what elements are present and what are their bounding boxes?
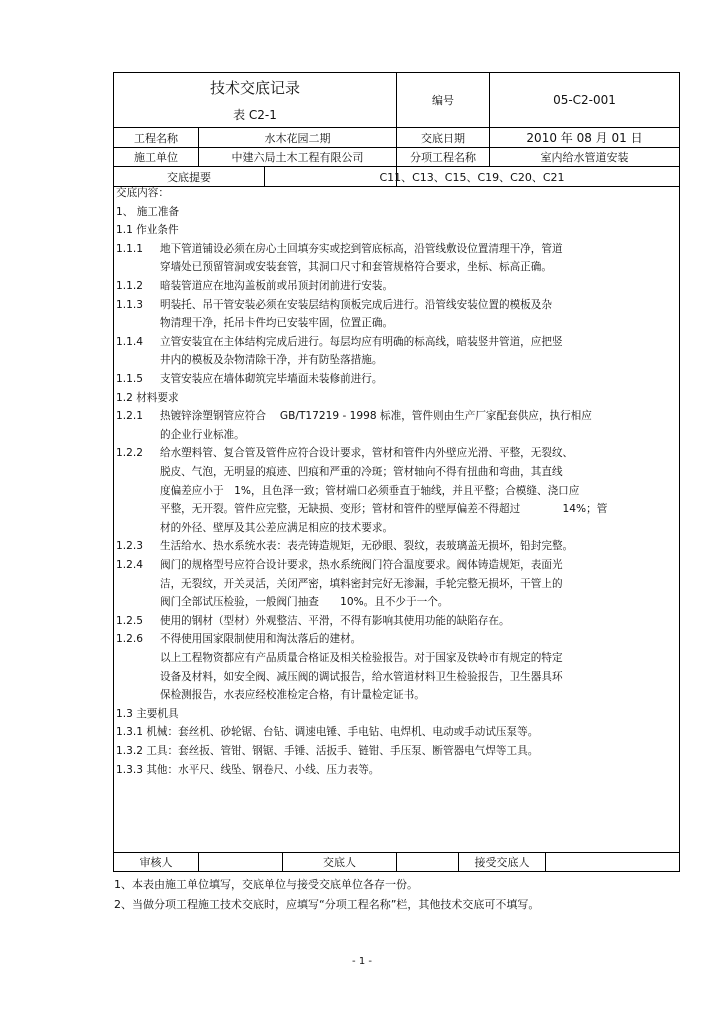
table-divider (198, 852, 199, 872)
clause-number: 1.2.4 (116, 559, 143, 571)
clause-text: 度偏差应小于 1%，且色泽一致；管材端口必须垂直于轴线，并且平整；合模缝、浇口应 (160, 484, 580, 497)
clause-text: 立管安装宜在主体结构完成后进行。每层均应有明确的标高线，暗装竖井管道，应把竖 (160, 335, 563, 348)
form-title: 技术交底记录 (209, 78, 300, 97)
clause-text: 交底内容： (116, 187, 169, 199)
content-line (114, 206, 674, 220)
content-line (114, 392, 674, 406)
content-line (114, 596, 674, 610)
content-line (114, 485, 674, 499)
content-line (114, 559, 674, 573)
content-line (114, 689, 674, 703)
content-line (114, 708, 674, 722)
content-line (114, 633, 674, 647)
note-1: 1、本表由施工单位填写，交底单位与接受交底单位各存一份。 (114, 878, 418, 891)
content-line (114, 336, 674, 350)
clause-text: 的企业行业标准。 (160, 428, 245, 441)
content-line (114, 373, 674, 387)
content-line (114, 466, 674, 480)
clause-text: 地下管道铺设必须在房心土回填夯实或挖到管底标高，沿管线敷设位置清理干净，管道 (160, 242, 563, 255)
clause-number: 1.2.2 (116, 447, 143, 460)
content-line (114, 354, 674, 368)
content-line (114, 447, 674, 461)
reviewer-label: 审核人 (139, 856, 173, 869)
clause-text: 明装托、吊干管安装必须在安装层结构顶板完成后进行。沿管线安装位置的模板及杂 (160, 298, 552, 311)
clause-text: 设备及材料，如安全阀、减压阀的调试报告，给水管道材料卫生检验报告，卫生器具环 (160, 670, 563, 683)
content-line (114, 578, 674, 592)
clause-number: 1.2.6 (116, 633, 143, 646)
content-line (114, 299, 674, 313)
clause-number: 1.2.5 (116, 614, 143, 627)
clause-text: 1.3.2 工具：套丝扳、管钳、钢锯、手锤、活扳手、链钳、手压泵、断管器电气焊等工具。 (116, 745, 539, 757)
clause-number: 1.1.3 (116, 298, 143, 311)
content-line (114, 243, 674, 257)
clause-number: 1.2.1 (116, 410, 143, 423)
clause-text: 生活给水、热水系统水表：表壳铸造规矩，无砂眼、裂纹，表玻璃盖无损坏，铅封完整。 (160, 540, 574, 553)
clause-text: 物清理干净，托吊卡件均已安装牢固，位置正确。 (160, 317, 394, 330)
content-line (114, 224, 674, 238)
date-label: 交底日期 (421, 131, 465, 145)
project-name-value: 水木花园二期 (264, 131, 331, 145)
number-label: 编号 (432, 94, 454, 107)
content-line (114, 317, 674, 331)
page-number: - 1 - (352, 956, 372, 967)
content-line (114, 540, 674, 554)
clause-text: 1.3.3 其他：水平尺、线坠、钢卷尺、小线、压力表等。 (116, 763, 380, 776)
clause-text: 洁，无裂纹，开关灵活，关闭严密，填料密封完好无渗漏，手轮完整无损坏，干管上的 (160, 577, 563, 590)
content-line (114, 261, 674, 275)
table-divider (545, 852, 546, 872)
clause-text: 暗装管道应在地沟盖板前或吊顶封闭前进行安装。 (160, 280, 394, 292)
table-right-border (679, 72, 680, 872)
clause-number: 1.1.5 (116, 373, 143, 385)
clause-text: 支管安装应在墙体砌筑完毕墙面未装修前进行。 (160, 373, 383, 385)
clause-number: 1.1.4 (116, 335, 143, 348)
content-line (114, 280, 674, 294)
clause-text: 阀门的规格型号应符合设计要求，热水系统阀门符合温度要求。阀体铸造规矩，表面光 (160, 559, 563, 571)
content-line (114, 726, 674, 740)
content-line (114, 522, 674, 536)
table-divider (396, 852, 397, 872)
content-line (114, 615, 674, 629)
clause-text: 平整，无开裂。管件应完整，无缺损、变形；管材和管件的壁厚偏差不得超过 14%；管 (160, 503, 608, 516)
clause-number: 1.1.2 (116, 280, 143, 292)
clause-text: 阀门全部试压检验，一般阀门抽查 10%。且不少于一个。 (160, 596, 449, 609)
number-value: 05-C2-001 (553, 93, 616, 107)
clause-text: 热镀锌涂塑钢管应符合 GB/T17219 - 1998 标准，管件则由生产厂家配套供应，执行相应 (160, 410, 592, 423)
summary-label: 交底提要 (167, 170, 211, 184)
content-line (114, 652, 674, 666)
content-line (114, 187, 674, 201)
clause-number: 1.1.1 (116, 242, 143, 255)
clause-text: 1.2 材料要求 (116, 391, 179, 404)
clause-text: 不得使用国家限制使用和淘汰落后的建材。 (160, 633, 362, 646)
clause-text: 保检测报告，水表应经校准检定合格，有计量检定证书。 (160, 689, 425, 702)
clause-text: 1.1 作业条件 (116, 224, 179, 237)
content-line (114, 410, 674, 424)
clause-text: 使用的钢材（型材）外观整洁、平滑，不得有影响其使用功能的缺陷存在。 (160, 614, 510, 627)
clause-text: 以上工程物资都应有产品质量合格证及相关检验报告。对于国家及铁岭市有规定的特定 (160, 652, 563, 664)
clause-number: 1.2.3 (116, 540, 143, 553)
project-name-label: 工程名称 (134, 131, 178, 145)
subproject-label: 分项工程名称 (410, 151, 476, 164)
subproject-value: 室内给水管道安装 (540, 151, 629, 164)
clause-text: 1.3.1 机械：套丝机、砂轮锯、台钻、调速电锤、手电钻、电焊机、电动或手动试压泵等。 (116, 726, 539, 739)
content-line (114, 429, 674, 443)
clause-text: 材的外径、壁厚及其公差应满足相应的技术要求。 (160, 521, 394, 534)
construction-unit-label: 施工单位 (134, 151, 178, 164)
discloser-label: 交底人 (323, 856, 356, 869)
date-value: 2010 年 08 月 01 日 (526, 131, 643, 145)
clause-text: 1、 施工准备 (116, 205, 180, 218)
content-line (114, 764, 674, 778)
clause-text: 脱皮、气泡，无明显的痕迹、凹痕和严重的冷斑；管材轴向不得有扭曲和弯曲，其直线 (160, 466, 563, 478)
clause-text: 井内的模板及杂物清除干净，并有防坠落措施。 (160, 354, 383, 367)
content-line (114, 503, 674, 517)
clause-text: 给水塑料管、复合管及管件应符合设计要求，管材和管件内外壁应光滑、平整，无裂纹、 (160, 447, 574, 460)
table-number: 表 C2-1 (233, 107, 277, 122)
summary-value: C11、C13、C15、C19、C20、C21 (379, 170, 565, 184)
note-2: 2、当做分项工程施工技术交底时，应填写“分项工程名称”栏，其他技术交底可不填写。 (114, 898, 540, 911)
content-line (114, 745, 674, 759)
content-line (114, 671, 674, 685)
clause-text: 1.3 主要机具 (116, 707, 179, 720)
receiver-label: 接受交底人 (474, 856, 530, 869)
clause-text: 穿墙处已预留管洞或安装套管，其洞口尺寸和套管规格符合要求，坐标、标高正确。 (160, 261, 552, 274)
construction-unit-value: 中建六局土木工程有限公司 (231, 151, 364, 164)
